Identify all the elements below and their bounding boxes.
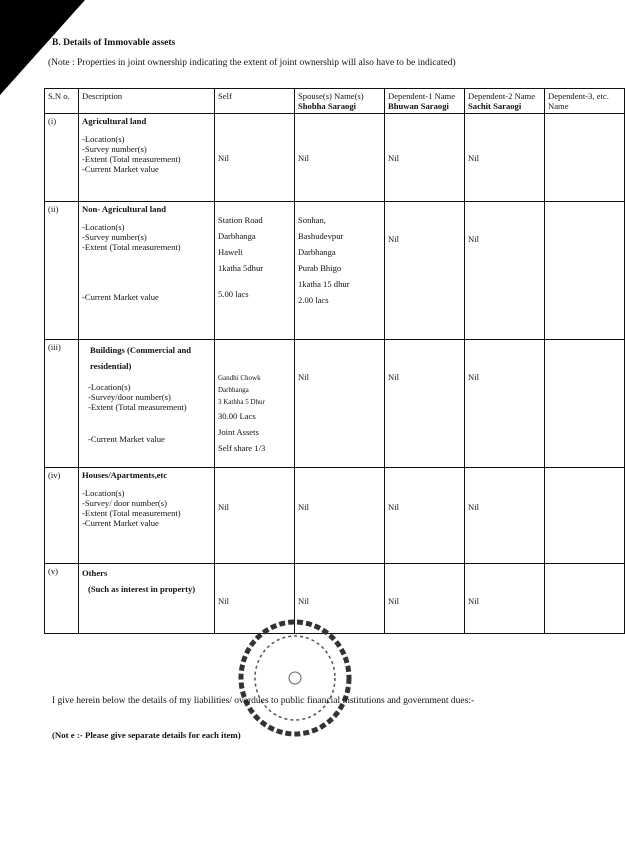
header-dependent-2: Dependent-2 Name Sachit Saraogi bbox=[465, 89, 545, 114]
liabilities-statement: I give herein below the details of my liabilities/ overdues to public financial institutions and government dues:- bbox=[52, 696, 475, 706]
liabilities-note: (Not e :- Please give separate details for each item) bbox=[52, 730, 241, 740]
header-dependent-3: Dependent-3, etc. Name bbox=[545, 89, 625, 114]
table-header-row bbox=[45, 89, 625, 114]
table-row: (iv) Houses/Apartments,etc -Location(s) -Survey/ door number(s) -Extent (Total measurement) -Current Market value Nil Nil Nil Nil bbox=[45, 468, 625, 564]
table-row: (ii) Non- Agricultural land -Location(s) -Survey number(s) -Extent (Total measurement) -Current Market value Station Road Darbhanga Haweli 1katha 5dhur 5.00 lacs Sonhan, Bashudevpur Darbhanga Purab Bhigo 1katha 15 dhur 2.00 lacs Nil Nil bbox=[45, 202, 625, 340]
official-stamp bbox=[236, 616, 354, 746]
immovable-assets-table bbox=[44, 88, 625, 634]
header-description: Description bbox=[79, 89, 215, 114]
section-note: (Note : Properties in joint ownership indicating the extent of joint ownership will also have to be indicated) bbox=[48, 58, 456, 68]
header-dependent-1: Dependent-1 Name Bhuwan Saraogi bbox=[385, 89, 465, 114]
table-row: (v) Others (Such as interest in property) Nil Nil Nil Nil bbox=[45, 564, 625, 634]
table-row: (iii) Buildings (Commercial and residential) -Location(s) -Survey/door number(s) -Extent (Total measurement) -Current Market value Gandhi Chowk Darbhanga 3 Kathha 5 Dhur 30.00 Lacs Joint Assets Self share 1/3 Nil Nil Nil bbox=[45, 340, 625, 468]
header-spouse: Spouse(s) Name(s) Shobha Saraogi bbox=[295, 89, 385, 114]
section-heading: B. Details of Immovable assets bbox=[52, 38, 176, 48]
header-self: Self bbox=[215, 89, 295, 114]
header-sno: S.N o. bbox=[45, 89, 79, 114]
table-row: (i) Agricultural land -Location(s) -Survey number(s) -Extent (Total measurement) -Current Market value Nil Nil Nil Nil bbox=[45, 114, 625, 202]
